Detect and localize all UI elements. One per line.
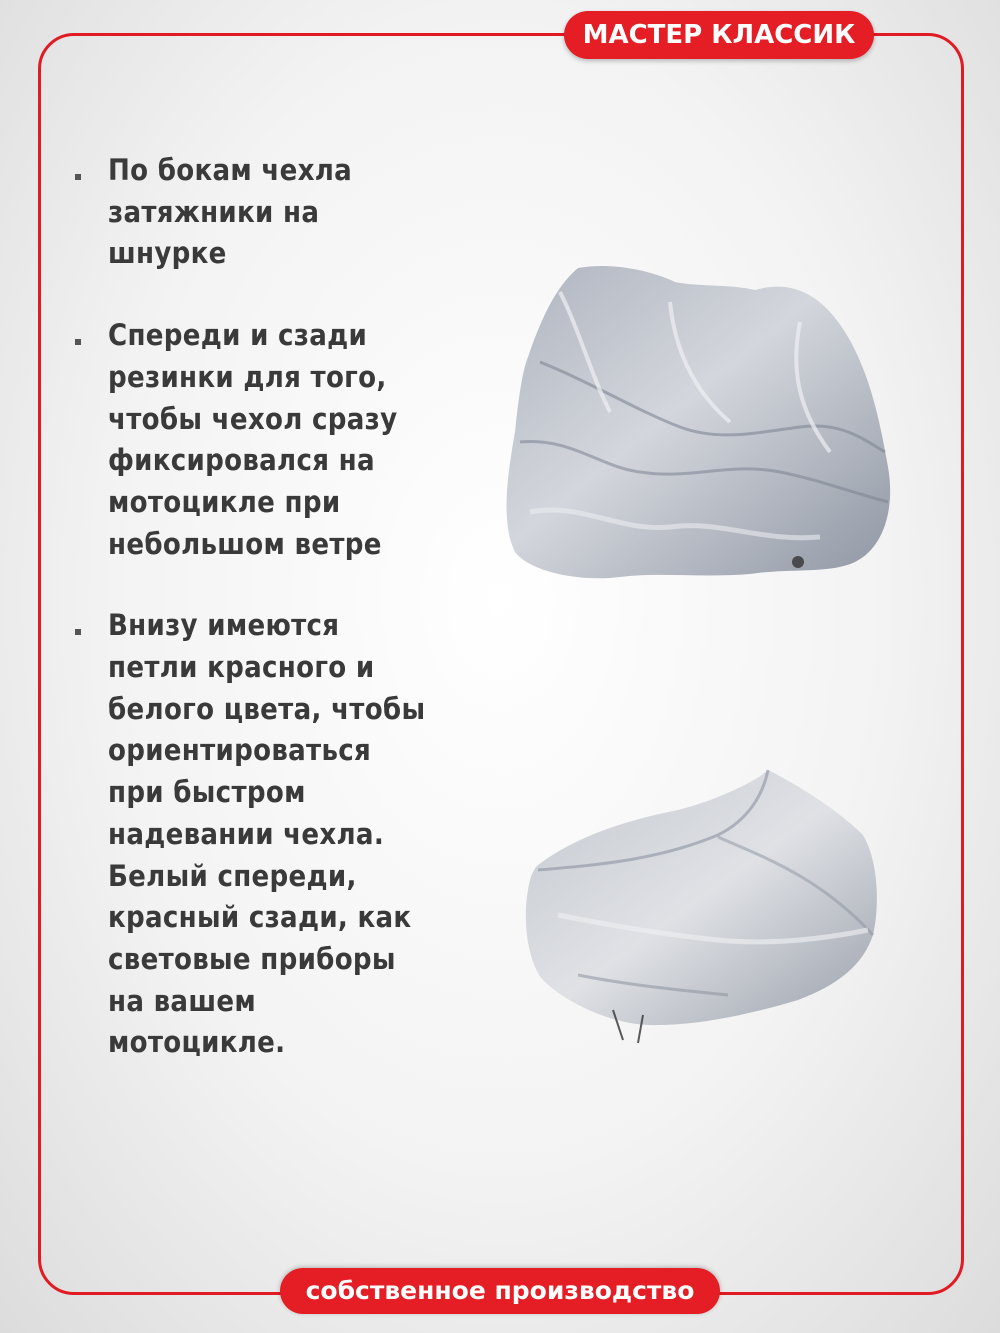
feature-text-2: Спереди и сзади резинки для того, чтобы чехол сразу фиксировался на мотоцикле при небольшом ветре xyxy=(108,318,398,561)
production-badge: собственное производство xyxy=(280,1268,720,1314)
feature-text-1: По бокам чехла затяжники на шнурке xyxy=(108,153,353,271)
feature-item-2 xyxy=(70,315,430,565)
covered-motorcycle-rear-icon xyxy=(518,765,883,1050)
brand-badge: МАСТЕР КЛАССИК xyxy=(564,11,874,59)
bullet-marker-icon xyxy=(75,339,81,345)
feature-list xyxy=(70,150,430,1104)
covered-motorcycle-side-icon xyxy=(500,262,900,582)
bullet-marker-icon xyxy=(75,629,81,635)
bullet-marker-icon xyxy=(75,174,81,180)
feature-text-3: Внизу имеются петли красного и белого цвета, чтобы ориентироваться при быстром надевании чехла. Белый спереди, красный сзади, как световые приборы на вашем мотоцикле. xyxy=(108,608,426,1060)
feature-item-1 xyxy=(70,150,430,275)
feature-item-3 xyxy=(70,605,430,1064)
